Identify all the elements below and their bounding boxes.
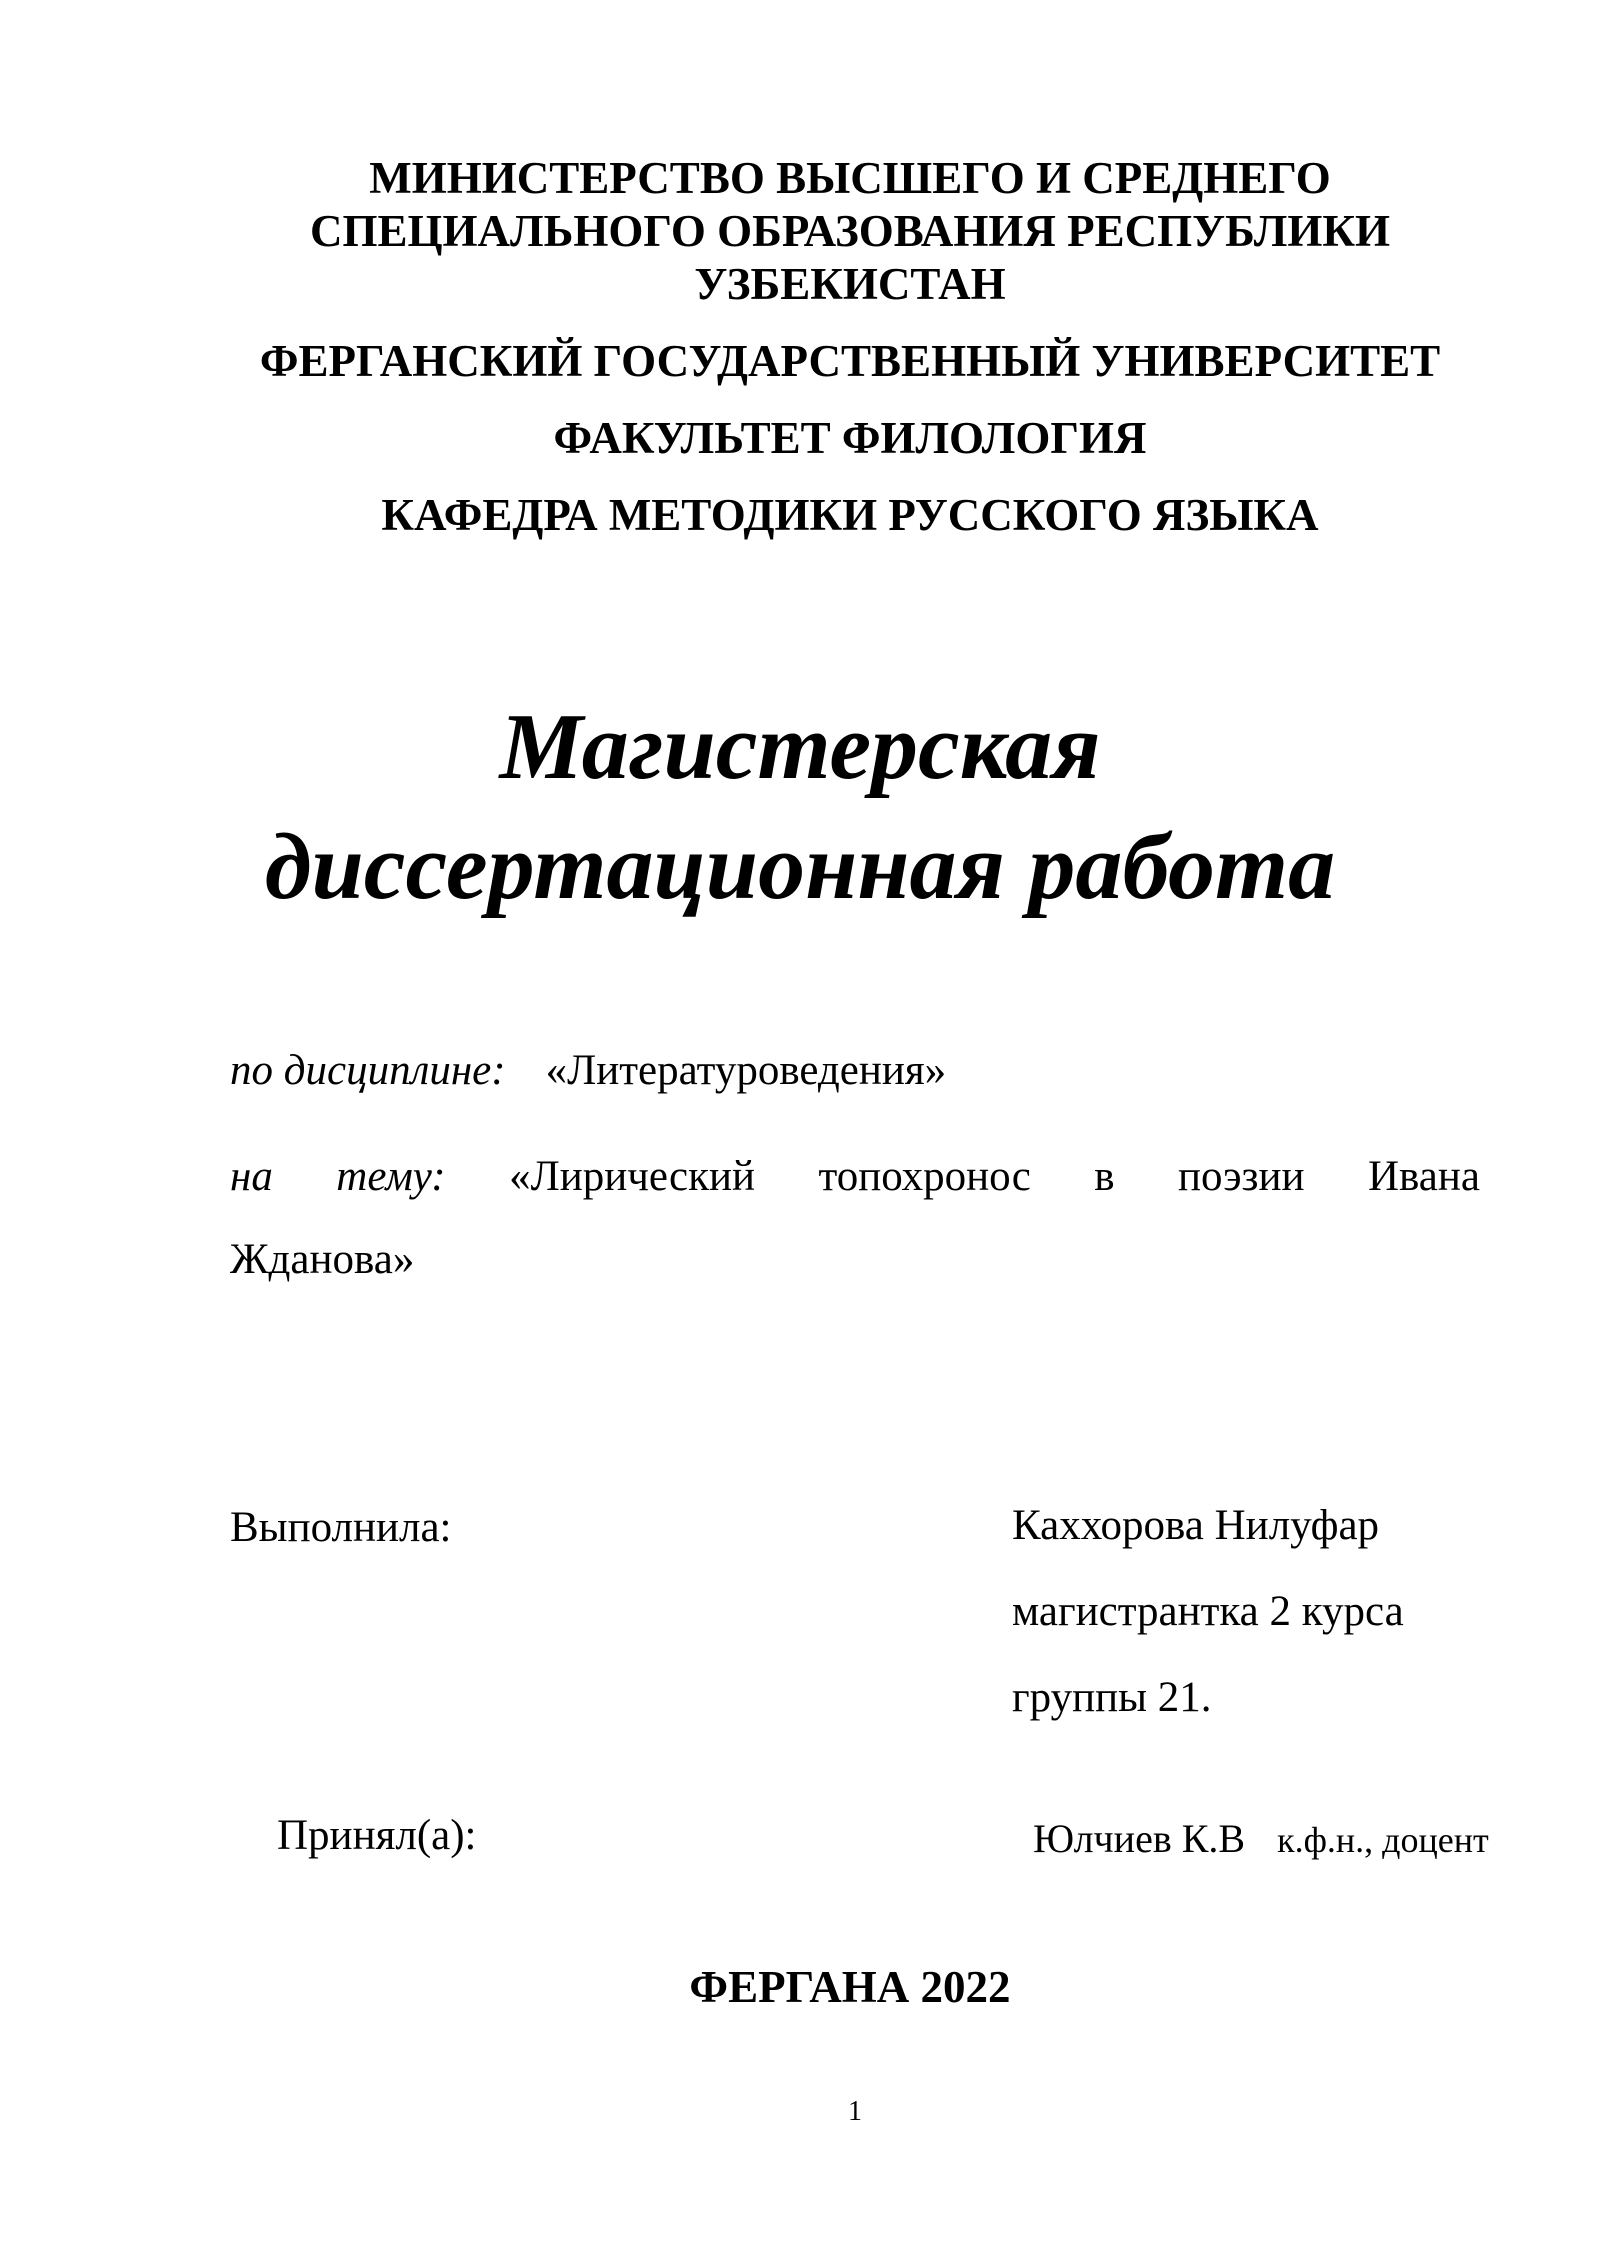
executor-details (1012, 1483, 1404, 1741)
university-line: ФЕРГАНСКИЙ ГОСУДАРСТВЕННЫЙ УНИВЕРСИТЕТ (259, 336, 1441, 386)
acceptor-label: Принял(а): (277, 1812, 477, 1859)
city-year-line: ФЕРГАНА 2022 (689, 1962, 1011, 2012)
executor-course: магистрантка 2 курса (1012, 1588, 1404, 1635)
executor-group: группы 21. (1012, 1674, 1212, 1721)
theme-word: поэзии (1178, 1153, 1305, 1200)
title-line-2: диссертационная работа (264, 815, 1336, 919)
acceptor-name: Юлчиев К.В (1033, 1816, 1246, 1861)
faculty-line: ФАКУЛЬТЕТ ФИЛОЛОГИЯ (553, 413, 1147, 463)
title-line-1: Магистерская (499, 695, 1101, 799)
department-line: КАФЕДРА МЕТОДИКИ РУССКОГО ЯЗЫКА (381, 490, 1319, 540)
page-number: 1 (848, 2096, 862, 2127)
acceptor-details (1033, 1816, 1489, 1863)
theme-word: на (230, 1153, 273, 1200)
ministry-line-1: МИНИСТЕРСТВО ВЫСШЕГО И СРЕДНЕГО (369, 153, 1331, 203)
discipline-value: «Литературоведения» (545, 1047, 947, 1094)
ministry-line-3: УЗБЕКИСТАН (694, 259, 1006, 309)
theme-word: топохронос (818, 1153, 1031, 1200)
theme-word: Ивана (1367, 1153, 1480, 1200)
executor-label: Выполнила: (230, 1504, 452, 1551)
theme-word: «Лирический (509, 1153, 756, 1200)
theme-word: тему: (336, 1153, 446, 1200)
theme-word: в (1094, 1153, 1115, 1200)
acceptor-degree: к.ф.н., доцент (1277, 1820, 1489, 1860)
document-title (100, 687, 1500, 927)
theme-line-1 (230, 1135, 1480, 1218)
ministry-line-2: СПЕЦИАЛЬНОГО ОБРАЗОВАНИЯ РЕСПУБЛИКИ (310, 206, 1390, 256)
discipline-row (230, 1047, 1480, 1095)
theme-block (230, 1135, 1480, 1301)
theme-line-2: Жданова» (230, 1236, 415, 1283)
executor-name: Каххорова Нилуфар (1012, 1502, 1380, 1549)
discipline-label: по дисциплине: (230, 1047, 506, 1094)
header-block (120, 152, 1580, 542)
